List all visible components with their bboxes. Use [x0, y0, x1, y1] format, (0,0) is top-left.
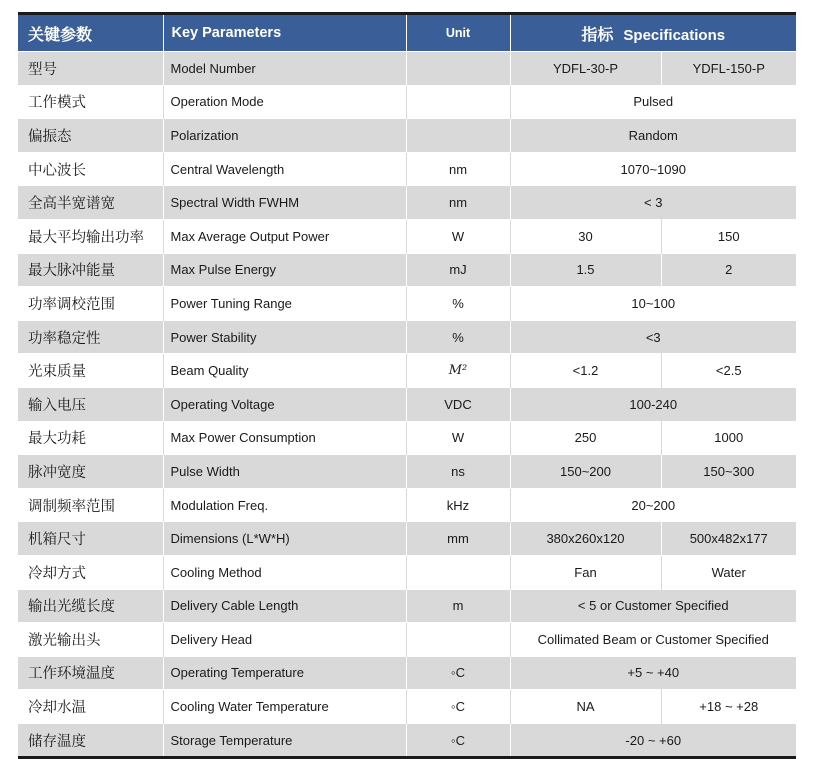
table-row — [18, 421, 796, 455]
param-name-cn: 冷却水温 — [18, 690, 163, 724]
header-specifications — [510, 15, 796, 52]
param-unit: m — [406, 589, 510, 623]
param-name-cn: 最大脉冲能量 — [18, 253, 163, 287]
param-name-en: Modulation Freq. — [163, 488, 406, 522]
param-name-en: Operation Mode — [163, 85, 406, 119]
param-name-en: Max Average Output Power — [163, 219, 406, 253]
param-unit: ns — [406, 455, 510, 489]
spec-value-150p: 150~300 — [661, 455, 796, 489]
header-spec-en: Specifications — [623, 26, 726, 44]
param-unit: W — [406, 421, 510, 455]
spec-value-30p: 380x260x120 — [510, 522, 661, 556]
spec-value-150p: 2 — [661, 253, 796, 287]
param-unit — [406, 623, 510, 657]
header-key-parameters: Key Parameters — [163, 15, 406, 52]
param-name-en: Storage Temperature — [163, 723, 406, 756]
param-unit: VDC — [406, 387, 510, 421]
table-row — [18, 85, 796, 119]
param-unit: mJ — [406, 253, 510, 287]
table-row — [18, 555, 796, 589]
header-unit: Unit — [406, 15, 510, 52]
spec-value: 10~100 — [510, 287, 796, 321]
param-unit: ◦C — [406, 723, 510, 756]
param-unit — [406, 119, 510, 153]
param-unit: % — [406, 287, 510, 321]
spec-table — [18, 15, 796, 756]
param-name-cn: 偏振态 — [18, 119, 163, 153]
table-row — [18, 522, 796, 556]
param-name-en: Power Tuning Range — [163, 287, 406, 321]
spec-value: 20~200 — [510, 488, 796, 522]
param-name-cn: 工作环境温度 — [18, 656, 163, 690]
table-row — [18, 287, 796, 321]
param-name-en: Polarization — [163, 119, 406, 153]
table-row — [18, 488, 796, 522]
spec-value: <3 — [510, 320, 796, 354]
spec-value-150p: 1000 — [661, 421, 796, 455]
table-row — [18, 152, 796, 186]
param-name-en: Cooling Water Temperature — [163, 690, 406, 724]
table-row — [18, 219, 796, 253]
param-name-cn: 储存温度 — [18, 723, 163, 756]
table-row — [18, 623, 796, 657]
spec-value-30p: <1.2 — [510, 354, 661, 388]
spec-value-150p: +18 ~ +28 — [661, 690, 796, 724]
param-unit: nm — [406, 152, 510, 186]
table-row — [18, 690, 796, 724]
param-name-cn: 机箱尺寸 — [18, 522, 163, 556]
param-name-cn: 中心波长 — [18, 152, 163, 186]
header-spec-cn: 指标 — [581, 26, 614, 44]
param-name-en: Max Power Consumption — [163, 421, 406, 455]
param-name-cn: 光束质量 — [18, 354, 163, 388]
param-name-cn: 全高半宽谱宽 — [18, 186, 163, 220]
spec-value: < 5 or Customer Specified — [510, 589, 796, 623]
param-name-en: Cooling Method — [163, 555, 406, 589]
spec-value: Random — [510, 119, 796, 153]
param-name-en: Max Pulse Energy — [163, 253, 406, 287]
param-name-en: Delivery Cable Length — [163, 589, 406, 623]
param-name-cn: 输出光缆长度 — [18, 589, 163, 623]
table-row — [18, 119, 796, 153]
spec-value-150p: <2.5 — [661, 354, 796, 388]
spec-value-150p: 150 — [661, 219, 796, 253]
spec-table-container — [18, 12, 796, 759]
param-name-en: Central Wavelength — [163, 152, 406, 186]
table-row — [18, 656, 796, 690]
spec-value-150p: 500x482x177 — [661, 522, 796, 556]
spec-value-150p: YDFL-150-P — [661, 52, 796, 86]
param-name-cn: 调制频率范围 — [18, 488, 163, 522]
param-name-en: Operating Voltage — [163, 387, 406, 421]
table-row — [18, 354, 796, 388]
param-name-cn: 输入电压 — [18, 387, 163, 421]
table-row — [18, 253, 796, 287]
spec-value-30p: 1.5 — [510, 253, 661, 287]
spec-value: 100-240 — [510, 387, 796, 421]
spec-value-30p: Fan — [510, 555, 661, 589]
param-unit — [406, 555, 510, 589]
param-name-cn: 最大功耗 — [18, 421, 163, 455]
param-unit: ◦C — [406, 690, 510, 724]
param-unit — [406, 52, 510, 86]
spec-value: Collimated Beam or Customer Specified — [510, 623, 796, 657]
spec-value-30p: 30 — [510, 219, 661, 253]
param-unit: W — [406, 219, 510, 253]
param-name-cn: 冷却方式 — [18, 555, 163, 589]
param-name-cn: 激光输出头 — [18, 623, 163, 657]
param-name-en: Spectral Width FWHM — [163, 186, 406, 220]
param-unit: M² — [406, 354, 510, 388]
table-row — [18, 52, 796, 86]
table-row — [18, 186, 796, 220]
param-name-en: Pulse Width — [163, 455, 406, 489]
param-unit: kHz — [406, 488, 510, 522]
spec-value-30p: 150~200 — [510, 455, 661, 489]
spec-value-30p: NA — [510, 690, 661, 724]
param-unit — [406, 85, 510, 119]
param-name-en: Delivery Head — [163, 623, 406, 657]
spec-value: < 3 — [510, 186, 796, 220]
table-body — [18, 52, 796, 757]
param-unit: nm — [406, 186, 510, 220]
param-name-en: Power Stability — [163, 320, 406, 354]
param-name-en: Operating Temperature — [163, 656, 406, 690]
table-header-row — [18, 15, 796, 52]
table-row — [18, 320, 796, 354]
param-name-cn: 型号 — [18, 52, 163, 86]
spec-value: -20 ~ +60 — [510, 723, 796, 756]
param-name-cn: 脉冲宽度 — [18, 455, 163, 489]
spec-value-150p: Water — [661, 555, 796, 589]
param-name-cn: 功率稳定性 — [18, 320, 163, 354]
param-unit: ◦C — [406, 656, 510, 690]
param-unit: % — [406, 320, 510, 354]
table-row — [18, 455, 796, 489]
spec-value-30p: YDFL-30-P — [510, 52, 661, 86]
table-row — [18, 589, 796, 623]
param-name-cn: 工作模式 — [18, 85, 163, 119]
param-unit: mm — [406, 522, 510, 556]
spec-value: +5 ~ +40 — [510, 656, 796, 690]
spec-value: Pulsed — [510, 85, 796, 119]
spec-value: 1070~1090 — [510, 152, 796, 186]
header-cn-params: 关键参数 — [18, 15, 163, 52]
param-name-en: Dimensions (L*W*H) — [163, 522, 406, 556]
param-name-cn: 最大平均输出功率 — [18, 219, 163, 253]
param-name-en: Beam Quality — [163, 354, 406, 388]
table-row — [18, 387, 796, 421]
spec-value-30p: 250 — [510, 421, 661, 455]
param-name-cn: 功率调校范围 — [18, 287, 163, 321]
param-name-en: Model Number — [163, 52, 406, 86]
